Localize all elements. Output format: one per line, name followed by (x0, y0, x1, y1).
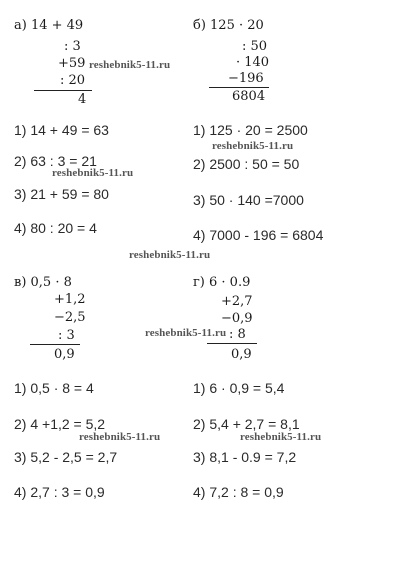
problem-b-result: 6804 (232, 89, 266, 104)
problem-v-step-3: 3) 5,2 - 2,5 = 2,7 (14, 449, 118, 465)
problem-g-chain-step-2: −0,9 (221, 311, 253, 326)
problem-a-chain-step-2: +59 (58, 56, 86, 71)
problem-b-step-2: 2) 2500 : 50 = 50 (193, 156, 300, 172)
problem-a-chain-step-1: : 3 (64, 39, 81, 54)
problem-v-expression: в) 0,5 · 8 (14, 275, 72, 290)
problem-v-chain-step-3: : 3 (58, 328, 75, 343)
problem-g-step-1: 1) 6 · 0,9 = 5,4 (193, 380, 285, 396)
problem-g-result-line (207, 343, 257, 344)
problem-g-step-2: 2) 5,4 + 2,7 = 8,1 (193, 416, 300, 432)
problem-g-chain-step-1: +2,7 (221, 294, 253, 309)
problem-b-step-4: 4) 7000 - 196 = 6804 (193, 227, 324, 243)
problem-a-step-4: 4) 80 : 20 = 4 (14, 220, 97, 236)
problem-b-chain-step-2: · 140 (236, 55, 270, 70)
problem-v-result: 0,9 (54, 347, 75, 362)
watermark: reshebnik5-11.ru (52, 167, 134, 179)
problem-v-chain-step-2: −2,5 (54, 310, 86, 325)
problem-a-step-3: 3) 21 + 59 = 80 (14, 186, 109, 202)
problem-a-chain-step-3: : 20 (60, 73, 86, 88)
problem-a-step-1: 1) 14 + 49 = 63 (14, 122, 109, 138)
problem-a-result-line (34, 90, 92, 91)
problem-a-expression: а) 14 + 49 (14, 18, 84, 33)
watermark: reshebnik5-11.ru (89, 59, 171, 71)
watermark: reshebnik5-11.ru (129, 249, 211, 261)
problem-v-step-1: 1) 0,5 · 8 = 4 (14, 380, 94, 396)
problem-a-step-2: 2) 63 : 3 = 21 (14, 153, 97, 169)
problem-g-result: 0,9 (231, 347, 252, 362)
problem-g-expression: г) 6 · 0.9 (193, 275, 251, 290)
problem-g-step-4: 4) 7,2 : 8 = 0,9 (193, 484, 284, 500)
watermark: reshebnik5-11.ru (79, 431, 161, 443)
problem-b-chain-step-1: : 50 (242, 39, 268, 54)
problem-b-step-3: 3) 50 · 140 =7000 (193, 192, 304, 208)
problem-v-result-line (30, 344, 80, 345)
watermark: reshebnik5-11.ru (212, 140, 294, 152)
problem-g-step-3: 3) 8,1 - 0.9 = 7,2 (193, 449, 297, 465)
problem-g-chain-step-3: : 8 (229, 327, 246, 342)
problem-v-step-4: 4) 2,7 : 3 = 0,9 (14, 484, 105, 500)
problem-b-expression: б) 125 · 20 (193, 18, 264, 33)
problem-b-result-line (209, 87, 269, 88)
problem-b-chain-step-3: −196 (228, 71, 264, 86)
watermark: reshebnik5-11.ru (240, 431, 322, 443)
problem-v-step-2: 2) 4 +1,2 = 5,2 (14, 416, 106, 432)
problem-b-step-1: 1) 125 · 20 = 2500 (193, 122, 308, 138)
watermark: reshebnik5-11.ru (145, 327, 227, 339)
problem-v-chain-step-1: +1,2 (54, 292, 86, 307)
problem-a-result: 4 (78, 92, 87, 107)
